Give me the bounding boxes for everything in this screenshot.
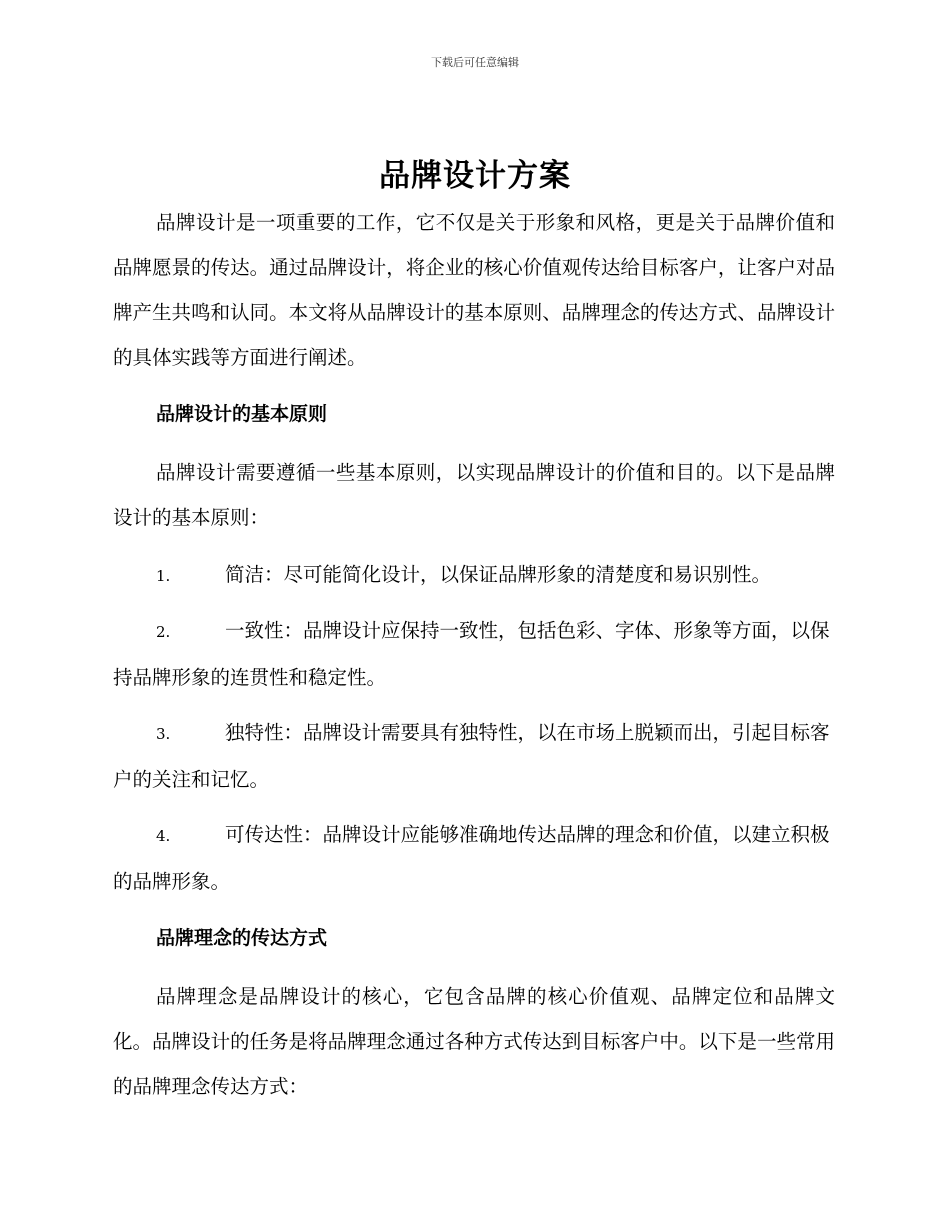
list-item bbox=[113, 552, 835, 599]
list-item-number: 3. bbox=[156, 725, 171, 743]
list-item-text-block bbox=[113, 552, 835, 599]
section-heading-block bbox=[113, 400, 835, 428]
list-item-text: 独特性：品牌设计需要具有独特性，以在市场上脱颖而出，引起目标客户的关注和记忆。 bbox=[113, 721, 830, 791]
list-item-text: 简洁：尽可能简化设计，以保证品牌形象的清楚度和易识别性。 bbox=[225, 563, 772, 586]
intro-paragraph-block bbox=[113, 200, 835, 380]
list-item-text-block bbox=[113, 608, 835, 700]
principles-intro-block bbox=[113, 450, 835, 540]
brand-concept-paragraph-block bbox=[113, 974, 835, 1109]
list-item-number: 2. bbox=[156, 623, 171, 641]
section-heading-block bbox=[113, 924, 835, 952]
list-item-number: 1. bbox=[156, 567, 171, 585]
list-item-text: 一致性：品牌设计应保持一致性，包括色彩、字体、形象等方面，以保持品牌形象的连贯性和稳定性。 bbox=[113, 619, 830, 689]
list-item bbox=[113, 710, 835, 802]
document-title: 品牌设计方案 bbox=[379, 158, 571, 194]
list-item-text: 可传达性：品牌设计应能够准确地传达品牌的理念和价值，以建立积极的品牌形象。 bbox=[113, 823, 830, 893]
principles-intro-paragraph: 品牌设计需要遵循一些基本原则，以实现品牌设计的价值和目的。以下是品牌设计的基本原则： bbox=[113, 461, 835, 529]
list-item bbox=[113, 812, 835, 904]
intro-paragraph: 品牌设计是一项重要的工作，它不仅是关于形象和风格，更是关于品牌价值和品牌愿景的传达。通过品牌设计，将企业的核心价值观传达给目标客户，让客户对品牌产生共鸣和认同。本文将从品牌设计的基本原则、品牌理念的传达方式、品牌设计的具体实践等方面进行阐述。 bbox=[113, 211, 835, 369]
list-item-text-block bbox=[113, 812, 835, 904]
list-item-text-block bbox=[113, 710, 835, 802]
list-item-number: 4. bbox=[156, 827, 171, 845]
section-heading-principles: 品牌设计的基本原则 bbox=[156, 403, 328, 425]
header-note: 下载后可任意编辑 bbox=[431, 56, 519, 69]
section-heading-brand-concept: 品牌理念的传达方式 bbox=[156, 927, 328, 949]
list-item bbox=[113, 608, 835, 700]
brand-concept-paragraph: 品牌理念是品牌设计的核心，它包含品牌的核心价值观、品牌定位和品牌文化。品牌设计的任务是将品牌理念通过各种方式传达到目标客户中。以下是一些常用的品牌理念传达方式： bbox=[113, 985, 835, 1098]
